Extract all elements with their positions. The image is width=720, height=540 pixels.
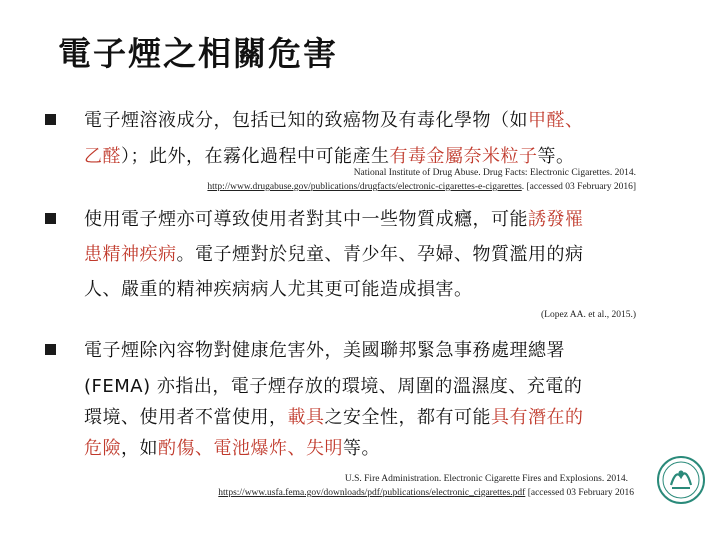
bullet-2-line-3 [84,275,473,301]
text-run: (FEMA) 亦指出，電子煙存放的環境、周圍的溫濕度、充電的 [84,376,583,397]
organization-seal-icon [656,455,706,505]
reference-suffix: [accessed 03 February 2016 [525,488,634,498]
bullet-marker [45,213,56,224]
text-run: 環境、使用者不當使用， [84,407,288,428]
bullet-marker [45,344,56,355]
text-run: ）；此外，在霧化過程中可能產生 [121,146,390,167]
bullet-2-line-2 [84,240,584,266]
text-run: 電子煙除內容物對健康危害外，美國聯邦緊急事務處理總署 [84,340,565,361]
highlight-text: 患精神疾病 [84,244,177,265]
highlight-text: 具有潛在的 [491,407,584,428]
reference-link[interactable]: http://www.drugabuse.gov/publications/drugfacts/electronic-cigarettes-e-cigarettes [207,182,522,192]
bullet-1-line-2 [84,142,575,168]
highlight-text: 危險 [84,438,121,459]
text-run: 電子煙溶液成分，包括已知的致癌物及有毒化學物（如 [84,110,528,131]
reference-3-line-2 [218,488,634,498]
bullet-marker [45,114,56,125]
bullet-3-line-2 [84,372,582,398]
reference-3-line-1: U.S. Fire Administration. Electronic Cigarette Fires and Explosions. 2014. [344,474,628,484]
reference-suffix: . [accessed 03 February 2016] [521,182,636,192]
text-run: 人、嚴重的精神疾病病人尤其更可能造成損害。 [84,279,473,300]
bullet-3-line-3 [84,403,584,429]
bullet-2-line-1 [84,205,584,231]
reference-2: (Lopez AA. et al., 2015.) [541,310,636,320]
text-run: 等。 [343,438,380,459]
highlight-text: 乙醛 [84,146,121,167]
text-run: 使用電子煙亦可導致使用者對其中一些物質成癮，可能 [84,209,528,230]
text-run: ，如 [121,438,158,459]
bullet-3-line-1 [84,336,565,362]
highlight-text: 載具 [287,407,325,428]
reference-1-line-1: National Institute of Drug Abuse. Drug Facts: Electronic Cigarettes. 2014. [353,168,636,178]
reference-link[interactable]: https://www.usfa.fema.gov/downloads/pdf/publications/electronic_cigarettes.pdf [218,488,526,498]
text-run: 等。 [537,146,575,167]
page-title: 電子煙之相關危害 [58,34,338,73]
bullet-3-line-4 [84,434,380,460]
highlight-text: 甲醛、 [528,110,584,131]
reference-1-line-2 [207,182,636,192]
text-run: 之安全性，都有可能 [324,407,491,428]
text-run: 。電子煙對於兒童、青少年、孕婦、物質濫用的病 [176,244,584,265]
bullet-1-line-1 [84,106,584,132]
highlight-text: 有毒金屬奈米粒子 [389,146,538,167]
highlight-text: 酌傷、電池爆炸、失明 [158,438,343,459]
highlight-text: 誘發罹 [528,209,584,230]
